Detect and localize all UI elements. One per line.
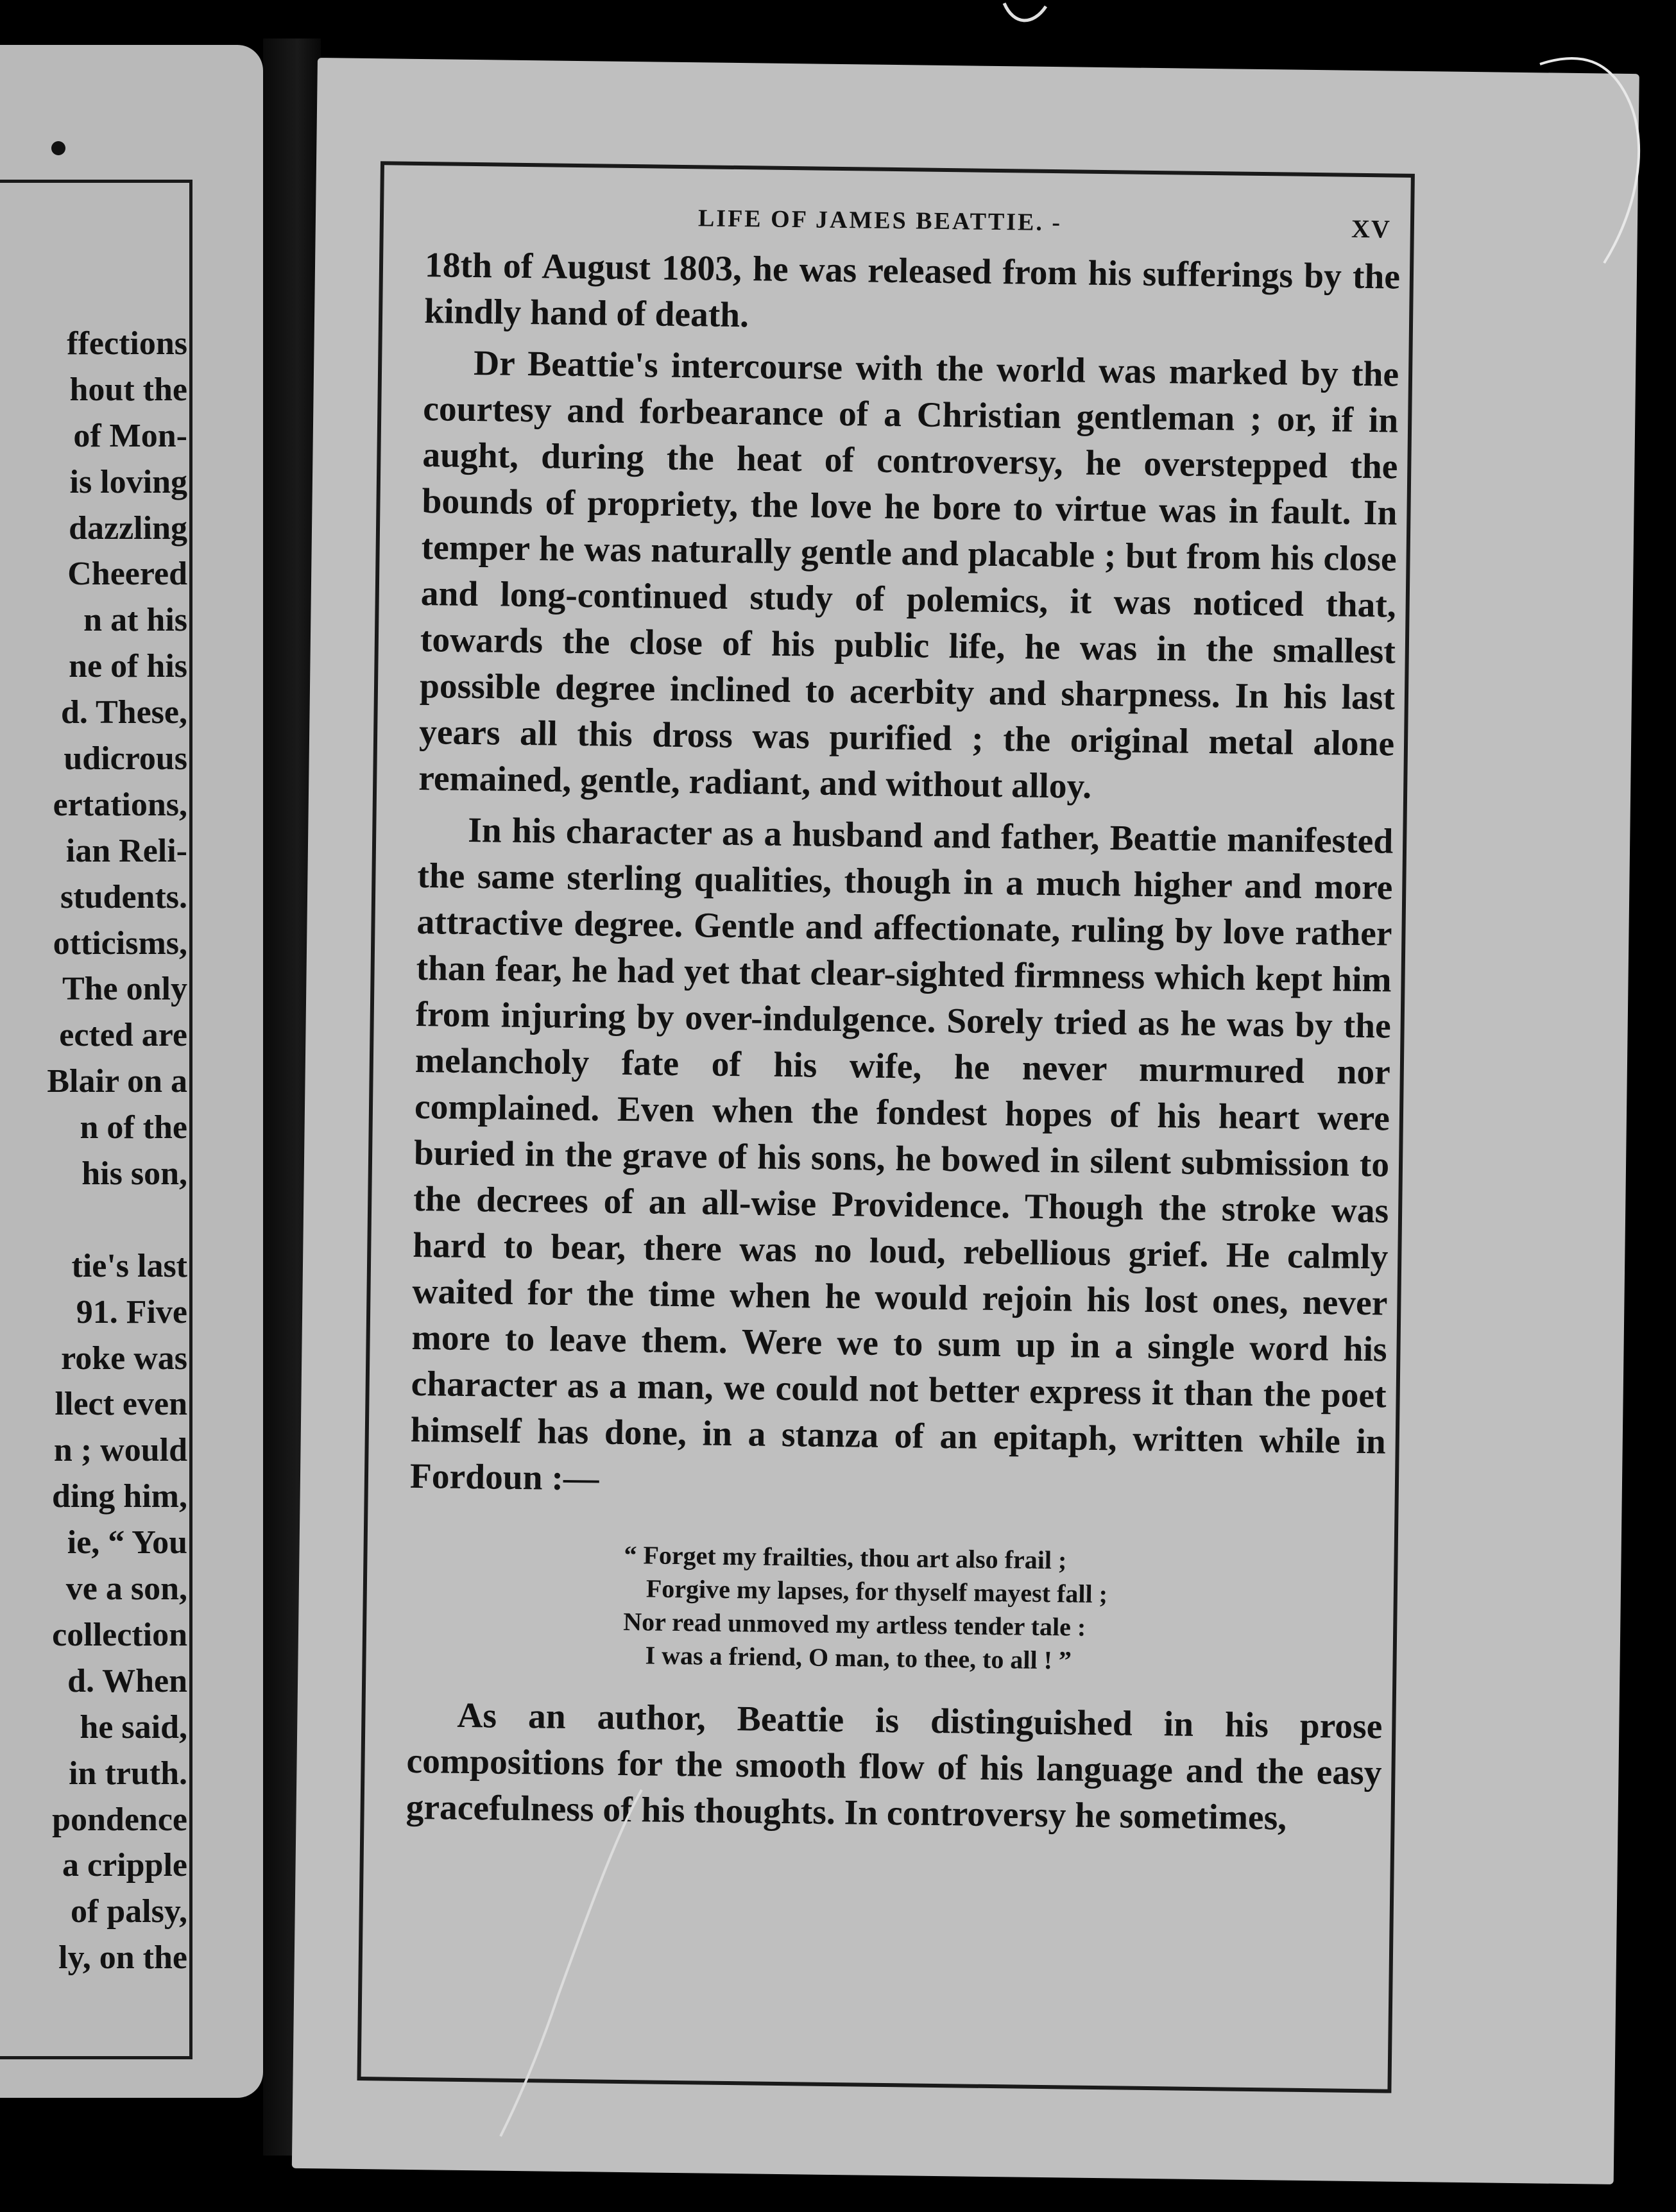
left-facing-page: [0, 45, 263, 2098]
left-line: otticisms,: [53, 924, 187, 962]
left-line: is loving: [69, 463, 187, 500]
left-line: students.: [60, 878, 187, 915]
left-line: ding him,: [52, 1478, 187, 1515]
left-line: his son,: [81, 1155, 187, 1193]
left-line: tie's last: [71, 1247, 187, 1284]
left-line: 91. Five: [76, 1293, 187, 1331]
left-line: ve a son,: [65, 1570, 187, 1608]
left-line: d. These,: [61, 694, 187, 731]
left-line-blank: [0, 1197, 187, 1243]
scan-scratch-top: [1001, 0, 1052, 32]
paragraph: As an author, Beattie is distinguished in his prose compositions for the smooth flow of his language and the easy gracefulness of his thoughts. In controversy he sometimes,: [406, 1696, 1383, 1838]
epitaph-line: “ Forget my frailties, thou art also frail ;: [624, 1540, 1067, 1575]
book-page: [292, 58, 1639, 2184]
page-number: XV: [1351, 214, 1392, 244]
left-line: udicrous: [64, 740, 187, 778]
left-line: ffections: [67, 325, 187, 362]
left-line: n of the: [80, 1109, 187, 1146]
page-body: [406, 242, 1400, 1842]
left-line: ected are: [59, 1017, 187, 1054]
epitaph-line: Nor read unmoved my artless tender tale :: [622, 1607, 1086, 1642]
left-page-text: [0, 321, 187, 1981]
left-line: of Mon-: [73, 417, 187, 454]
left-line: roke was: [61, 1340, 187, 1377]
left-line: pondence: [52, 1801, 187, 1838]
left-line: ie, “ You: [67, 1524, 187, 1561]
paragraph: 18th of August 1803, he was released from his sufferings by the kindly hand of death.: [423, 246, 1401, 336]
left-line: The only: [62, 971, 187, 1008]
left-line: dazzling: [69, 509, 187, 547]
left-line: Blair on a: [47, 1063, 187, 1100]
left-line: collection: [52, 1616, 187, 1653]
page-frame: [357, 161, 1414, 2093]
left-line: a cripple: [62, 1847, 187, 1884]
left-line: in truth.: [69, 1755, 187, 1792]
running-title: LIFE OF JAMES BEATTIE. -: [697, 205, 1063, 237]
left-line: ly, on the: [58, 1939, 187, 1977]
left-line: d. When: [67, 1662, 187, 1699]
left-line: hout the: [69, 371, 187, 408]
left-line: llect even: [55, 1386, 187, 1423]
left-line: n at his: [83, 602, 187, 639]
left-line: Cheered: [67, 556, 187, 593]
left-line: n ; would: [53, 1432, 187, 1469]
epitaph-line: Forgive my lapses, for thyself mayest fall ;: [646, 1574, 1108, 1609]
left-line: of palsy,: [70, 1893, 187, 1930]
left-line: ertations,: [53, 786, 187, 823]
ink-dot: [51, 141, 65, 155]
left-line: ian Reli-: [65, 832, 187, 869]
left-line: he said,: [80, 1708, 187, 1746]
paragraph: In his character as a husband and father, Beattie manifested the same sterling qualities, though in a much higher and more attractive degree. Gentle and affectionate, ruling by love rather than fear, he had yet that clear-sighted firmness which kept him from injuring by over-indulgence. Sorely tried as he was by the melancholy fate of his wife, he never murmured nor complained. Even when the fondest hopes of his heart were buried in the grave of his sons, he bowed in silent submission to the decrees of an all-wise Providence. Though the stroke was hard to bear, there was no loud, rebellious grief. He calmly waited for the time when he would rejoin his lost ones, never more to leave them. Were we to sum up in a single word his character as a man, we could not better express it than the poet himself has done, in a stanza of an epitaph, written while in Fordoun :—: [409, 810, 1394, 1499]
epitaph-line: I was a friend, O man, to thee, to all ! ”: [645, 1640, 1072, 1675]
paragraph: Dr Beattie's intercourse with the world was marked by the courtesy and forbearance of a Christian gentleman ; or, if in aught, during the heat of controversy, he overstepped the bounds of propriety, the love he bore to virtue was in fault. In temper he was naturally gentle and placable ; but from his close and long-continued study of polemics, it was noticed that, towards the close of his public life, he was in the smallest possible degree inclined to acerbity and sharpness. In his last years all this dross was purified ; the original metal alone remained, gentle, radiant, and without alloy.: [418, 344, 1399, 806]
epitaph-stanza: [407, 1536, 1384, 1681]
left-line: ne of his: [69, 648, 187, 685]
